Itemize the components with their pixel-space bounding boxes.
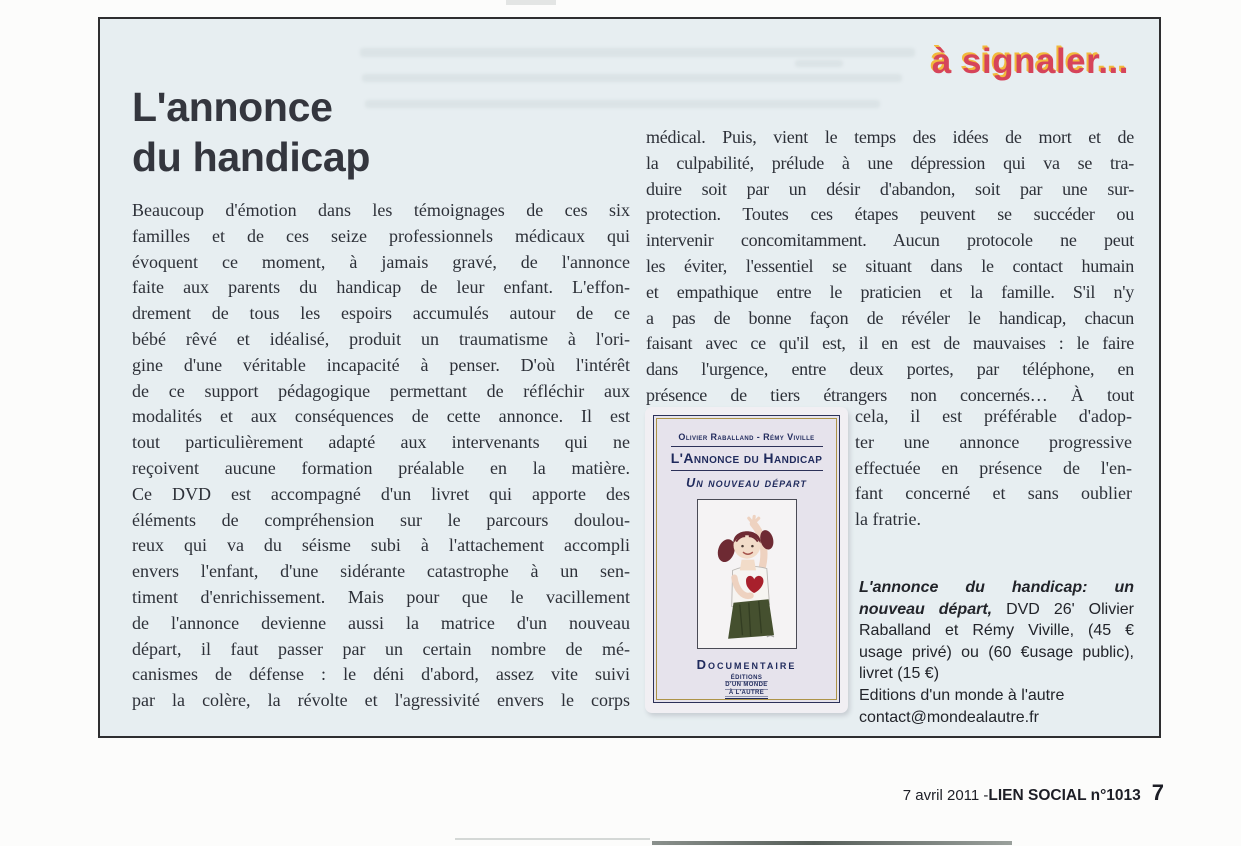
text-line: gine d'une véritable incapacité à penser. D'où l'intérêt [132, 354, 630, 375]
text-line: faite aux parents du handicap de leur enfant. L'effon- [132, 277, 630, 298]
text-line: présence de tiers étrangers non concernés… À tout [646, 384, 1134, 405]
text-line: dans l'urgence, entre deux portes, par téléphone, en [646, 359, 1134, 380]
right-column [646, 125, 1134, 409]
dvd-cover [645, 407, 848, 713]
page-footer [903, 780, 1164, 806]
text-line: drement de tous les espoirs accumulés autour de ce [132, 303, 630, 324]
left-column [132, 198, 630, 714]
text-line: intervenir concomitamment. Aucun protocole ne peut [646, 230, 1134, 251]
text-line: cela, il est préférable d'adop- [855, 406, 1132, 426]
dvd-cover-inner-frame [656, 418, 837, 700]
scan-artifact [652, 841, 1012, 845]
article-title-line2: du handicap [132, 134, 371, 180]
publisher-logo-line: D'UN MONDE [725, 682, 768, 688]
section-label: à signaler... [931, 42, 1129, 81]
text-line: reux qui va du séisme subi à l'attachement accompli [132, 535, 630, 556]
caption-lead: L'annonce du handicap: un nouveau départ, [859, 579, 1134, 618]
publisher-logo-line: À L'AUTRE [725, 690, 767, 698]
text-line: ter une annonce progressive [855, 431, 1132, 452]
text-line: modalités et aux conséquences de cette annonce. Il est [132, 406, 630, 427]
text-line: de ce support pédagogique permettant de réfléchir aux [132, 380, 630, 401]
article-title [132, 82, 370, 182]
dvd-cover-subtitle: Un nouveau départ [686, 476, 807, 490]
bleed-through-artifact [365, 100, 880, 108]
wrap-column [855, 404, 1132, 533]
dvd-cover-rule [671, 470, 823, 471]
text-line: timent d'enrichissement. Mais pour que le vacillement [132, 586, 630, 607]
text-line: bébé rêvé et idéalisé, produit un traumatisme à l'ori- [132, 328, 630, 349]
footer-page-number: 7 [1151, 780, 1164, 805]
scan-artifact [455, 838, 650, 840]
text-line: médical. Puis, vient le temps des idées de mort et de [646, 127, 1134, 147]
text-line: Beaucoup d'émotion dans les témoignages de ces six [132, 200, 630, 220]
text-line: tout particulièrement adapté aux intervenants qui ne [132, 432, 630, 453]
text-line: protection. Toutes ces étapes peuvent se succéder ou [646, 204, 1134, 225]
dvd-genre-label: Documentaire [696, 656, 797, 672]
caption-paragraph [859, 577, 1134, 685]
text-line: et empathique entre le praticien et la famille. S'il n'y [646, 281, 1134, 302]
scan-artifact [506, 0, 556, 5]
text-line: faisant avec ce qu'il est, il en est de mauvaises : le faire [646, 333, 1134, 354]
text-line: éléments de compréhension sur le parcours doulou- [132, 509, 630, 530]
dvd-cover-authors: Olivier Raballand - Rémy Viville [678, 432, 815, 442]
text-line: la fratrie. [855, 509, 921, 530]
footer-journal: LIEN SOCIAL n°1013 [988, 787, 1141, 804]
text-line: effectuée en présence de l'en- [855, 457, 1132, 478]
text-line: évoquent ce moment, à jamais gravé, de l'annonce [132, 251, 630, 272]
text-line: canismes de défense : le déni d'abord, assez vite suivi [132, 664, 630, 685]
dvd-publisher-logo [725, 675, 767, 700]
bleed-through-artifact [360, 48, 915, 57]
caption-email: contact@mondealautre.fr [859, 708, 1039, 726]
text-line: fant concerné et sans oublier [855, 483, 1132, 504]
bleed-through-artifact [795, 60, 843, 67]
text-line: par la colère, la révolte et l'agressivité envers le corps [132, 690, 630, 711]
text-line: a pas de bonne façon de révéler le handicap, chacun [646, 307, 1134, 328]
dvd-cover-frame [653, 415, 840, 703]
text-line: reçoivent aucune formation préalable en la matière. [132, 457, 630, 478]
text-line: envers l'enfant, d'une sidérante catastrophe à un sen- [132, 561, 630, 582]
footer-date: 7 avril 2011 - [902, 787, 989, 804]
text-line: duire soit par un désir d'abandon, soit par une sur- [646, 178, 1134, 199]
article-title-line1: L'annonce [132, 84, 333, 130]
text-line: départ, il faut passer par un certain nombre de mé- [132, 638, 630, 659]
dvd-illustration [697, 499, 797, 649]
text-line: les éviter, l'essentiel se situant dans le contact humain [646, 255, 1134, 276]
dvd-cover-title: L'Annonce du Handicap [670, 450, 823, 466]
girl-illustration [701, 502, 793, 646]
dvd-cover-rule [671, 446, 823, 447]
bleed-through-artifact [362, 74, 902, 82]
publisher-logo-line: ÉDITIONS [725, 675, 767, 683]
text-line: la culpabilité, prélude à une dépression qui va se tra- [646, 152, 1134, 173]
caption-body: DVD 26' Olivier Raballand et Rémy Viville, (45 € usage privé) ou (60 €usage public), livret (15 €) [859, 600, 1134, 683]
caption-publisher: Editions d'un monde à l'autre [859, 686, 1065, 704]
text-line: familles et de ces seize professionnels médicaux qui [132, 225, 630, 246]
caption [859, 577, 1134, 728]
text-line: de l'annonce devienne aussi la matrice d'un nouveau [132, 612, 630, 633]
text-line: Ce DVD est accompagné d'un livret qui apporte des [132, 483, 630, 504]
